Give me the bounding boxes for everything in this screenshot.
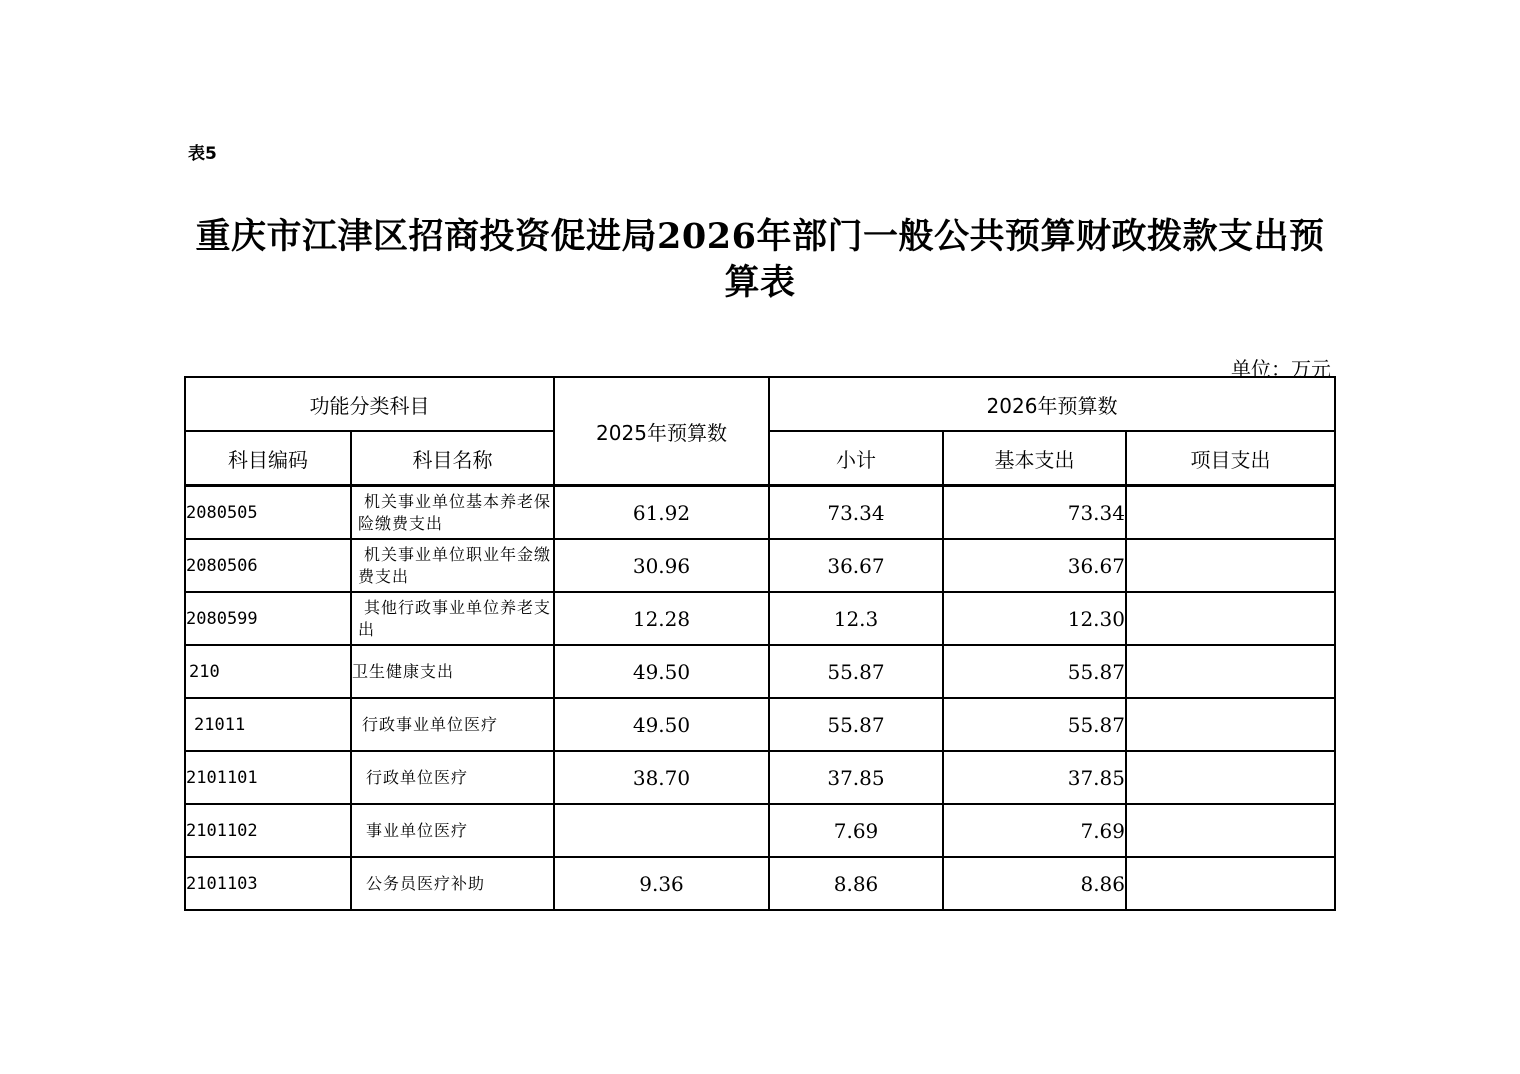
cell-subtotal: 73.34 xyxy=(769,486,943,540)
cell-project xyxy=(1126,698,1335,751)
cell-basic: 55.87 xyxy=(943,645,1126,698)
cell-code: 210 xyxy=(185,645,351,698)
cell-subtotal: 55.87 xyxy=(769,698,943,751)
cell-subtotal: 36.67 xyxy=(769,539,943,592)
cell-project xyxy=(1126,645,1335,698)
cell-code: 2080505 xyxy=(185,486,351,540)
cell-basic: 55.87 xyxy=(943,698,1126,751)
cell-code: 2080599 xyxy=(185,592,351,645)
unit-label: 单位：万元 xyxy=(1231,357,1331,381)
budget-table xyxy=(184,376,1336,911)
header-row-1 xyxy=(185,377,1335,431)
cell-code: 2080506 xyxy=(185,539,351,592)
table-row xyxy=(185,645,1335,698)
cell-name: 机关事业单位职业年金缴费支出 xyxy=(351,539,554,592)
cell-name: 卫生健康支出 xyxy=(351,645,554,698)
table-row xyxy=(185,592,1335,645)
header-func-class: 功能分类科目 xyxy=(185,377,554,431)
cell-budget-2025: 38.70 xyxy=(554,751,769,804)
cell-budget-2025: 49.50 xyxy=(554,645,769,698)
cell-project xyxy=(1126,486,1335,540)
cell-code: 2101101 xyxy=(185,751,351,804)
cell-budget-2025: 9.36 xyxy=(554,857,769,910)
table-row xyxy=(185,751,1335,804)
cell-budget-2025: 49.50 xyxy=(554,698,769,751)
cell-subtotal: 55.87 xyxy=(769,645,943,698)
header-subtotal: 小计 xyxy=(769,431,943,486)
cell-project xyxy=(1126,592,1335,645)
cell-code: 21011 xyxy=(185,698,351,751)
table-number: 表5 xyxy=(188,144,217,164)
header-budget-2026: 2026年预算数 xyxy=(769,377,1335,431)
cell-project xyxy=(1126,751,1335,804)
table-row xyxy=(185,857,1335,910)
cell-basic: 12.30 xyxy=(943,592,1126,645)
cell-project xyxy=(1126,804,1335,857)
cell-subtotal: 8.86 xyxy=(769,857,943,910)
cell-basic: 73.34 xyxy=(943,486,1126,540)
cell-basic: 7.69 xyxy=(943,804,1126,857)
cell-budget-2025: 30.96 xyxy=(554,539,769,592)
cell-subtotal: 37.85 xyxy=(769,751,943,804)
table-row xyxy=(185,698,1335,751)
cell-name: 行政单位医疗 xyxy=(351,751,554,804)
header-budget-2025: 2025年预算数 xyxy=(554,377,769,486)
header-name: 科目名称 xyxy=(351,431,554,486)
cell-budget-2025: 12.28 xyxy=(554,592,769,645)
cell-subtotal: 12.3 xyxy=(769,592,943,645)
header-project: 项目支出 xyxy=(1126,431,1335,486)
header-code: 科目编码 xyxy=(185,431,351,486)
cell-budget-2025: 61.92 xyxy=(554,486,769,540)
cell-name: 行政事业单位医疗 xyxy=(351,698,554,751)
table-row xyxy=(185,539,1335,592)
cell-budget-2025 xyxy=(554,804,769,857)
table-row xyxy=(185,804,1335,857)
cell-name: 其他行政事业单位养老支出 xyxy=(351,592,554,645)
cell-basic: 8.86 xyxy=(943,857,1126,910)
page-title: 重庆市江津区招商投资促进局2026年部门一般公共预算财政拨款支出预算表 xyxy=(195,216,1325,303)
header-basic: 基本支出 xyxy=(943,431,1126,486)
cell-project xyxy=(1126,539,1335,592)
cell-basic: 36.67 xyxy=(943,539,1126,592)
cell-project xyxy=(1126,857,1335,910)
cell-code: 2101102 xyxy=(185,804,351,857)
cell-code: 2101103 xyxy=(185,857,351,910)
cell-basic: 37.85 xyxy=(943,751,1126,804)
cell-name: 事业单位医疗 xyxy=(351,804,554,857)
cell-name: 公务员医疗补助 xyxy=(351,857,554,910)
cell-name: 机关事业单位基本养老保险缴费支出 xyxy=(351,486,554,540)
table-row xyxy=(185,486,1335,540)
cell-subtotal: 7.69 xyxy=(769,804,943,857)
